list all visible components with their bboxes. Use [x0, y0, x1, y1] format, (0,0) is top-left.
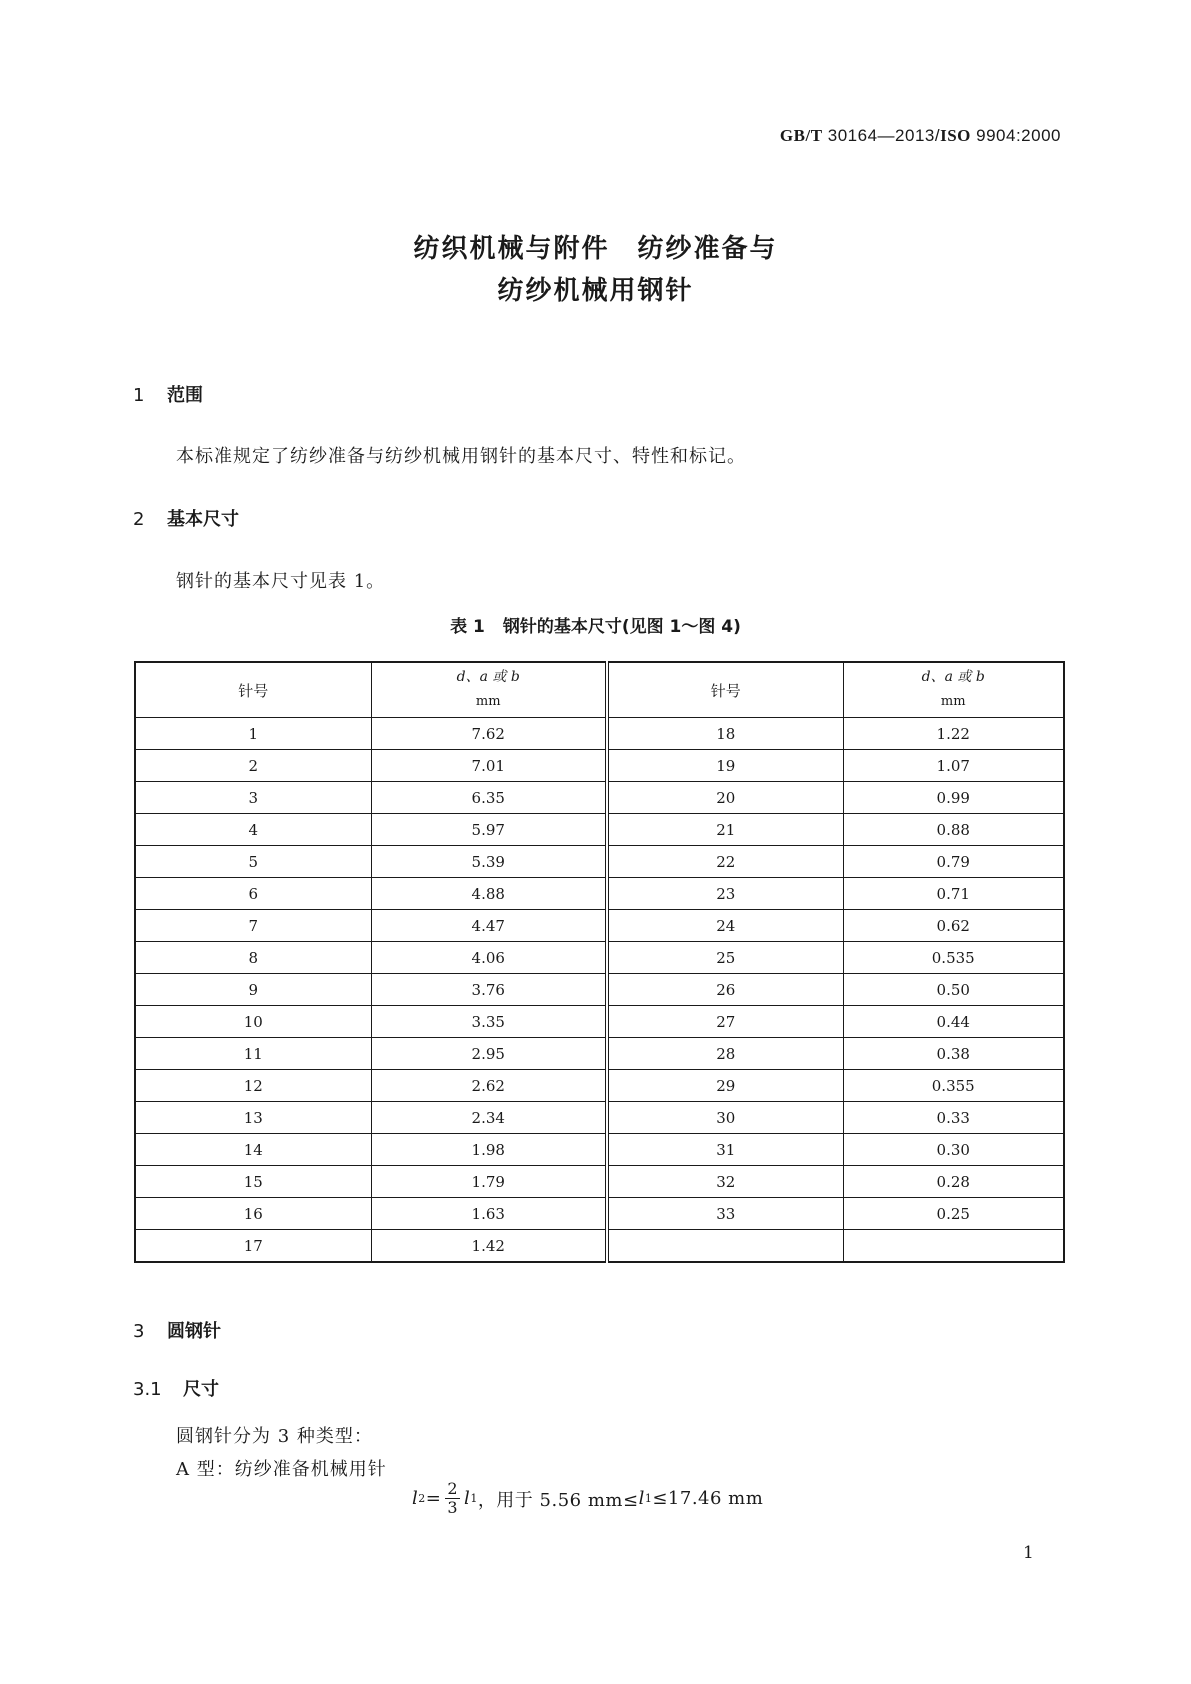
fraction-numerator: 2	[447, 1479, 459, 1498]
section-1-title: 范围	[167, 385, 203, 406]
table-row	[135, 1102, 1064, 1134]
header-dim-unit-left: mm	[475, 694, 501, 709]
header-dim-unit-right: mm	[940, 694, 966, 709]
dimension-left: 1.42	[371, 1230, 607, 1263]
table-row	[135, 1070, 1064, 1102]
table-caption-number: 表 1	[450, 617, 485, 637]
section-1-text: 本标准规定了纺纱准备与纺纱机械用钢针的基本尺寸、特性和标记。	[176, 446, 746, 467]
page-number: 1	[1023, 1543, 1034, 1563]
section-3-1-number: 3.1	[133, 1379, 162, 1400]
dimension-left: 7.62	[371, 718, 607, 750]
dimension-left: 3.76	[371, 974, 607, 1006]
needle-number-left: 6	[135, 878, 371, 910]
needle-number-left: 7	[135, 910, 371, 942]
needle-number-left: 9	[135, 974, 371, 1006]
table-row	[135, 1166, 1064, 1198]
table-row	[135, 846, 1064, 878]
needle-number-right: 25	[607, 942, 843, 974]
dimension-right: 0.44	[843, 1006, 1064, 1038]
table-row	[135, 942, 1064, 974]
dimension-right: 0.71	[843, 878, 1064, 910]
needle-number-left: 17	[135, 1230, 371, 1263]
needle-number-right: 21	[607, 814, 843, 846]
needle-number-left: 8	[135, 942, 371, 974]
needle-number-left: 12	[135, 1070, 371, 1102]
dimension-left: 4.06	[371, 942, 607, 974]
standard-gb: GB/T	[779, 126, 823, 145]
needle-number-right: 20	[607, 782, 843, 814]
table-row	[135, 1134, 1064, 1166]
dimension-right: 1.07	[843, 750, 1064, 782]
needle-number-right: 27	[607, 1006, 843, 1038]
table-row	[135, 782, 1064, 814]
formula-condition-var: l	[638, 1488, 645, 1509]
dimension-left: 4.88	[371, 878, 607, 910]
needle-number-left: 4	[135, 814, 371, 846]
header-needle-right: 针号	[607, 662, 843, 718]
dimension-right: 0.62	[843, 910, 1064, 942]
needle-number-right: 30	[607, 1102, 843, 1134]
needle-dimension-table	[134, 661, 1065, 1263]
length-formula	[412, 1480, 763, 1517]
needle-number-right: 29	[607, 1070, 843, 1102]
dimension-left: 2.95	[371, 1038, 607, 1070]
table-header-row	[135, 662, 1064, 718]
dimension-left: 5.97	[371, 814, 607, 846]
needle-number-left: 14	[135, 1134, 371, 1166]
needle-number-right: 22	[607, 846, 843, 878]
table-row	[135, 910, 1064, 942]
needle-number-right: 31	[607, 1134, 843, 1166]
section-3-1-text-2: A 型：纺纱准备机械用针	[176, 1459, 387, 1480]
section-3-1-title: 尺寸	[183, 1379, 219, 1400]
needle-number-left: 2	[135, 750, 371, 782]
dimension-right: 0.535	[843, 942, 1064, 974]
needle-number-right: 18	[607, 718, 843, 750]
dimension-right	[843, 1230, 1064, 1263]
section-2-text: 钢针的基本尺寸见表 1。	[176, 571, 386, 592]
title-line-2: 纺纱机械用钢针	[497, 276, 694, 306]
standard-iso: ISO	[940, 126, 971, 145]
dimension-right: 0.28	[843, 1166, 1064, 1198]
dimension-right: 0.79	[843, 846, 1064, 878]
table-caption-text: 钢针的基本尺寸(见图 1～图 4)	[502, 617, 741, 637]
needle-number-right: 24	[607, 910, 843, 942]
document-title	[0, 228, 1191, 312]
table-row	[135, 878, 1064, 910]
dimension-left: 6.35	[371, 782, 607, 814]
header-dim-var-right: d、a 或 b	[921, 669, 985, 685]
needle-number-left: 1	[135, 718, 371, 750]
formula-rhs-sub: 1	[470, 1492, 478, 1505]
formula-lhs: l	[412, 1488, 419, 1509]
needle-number-right: 23	[607, 878, 843, 910]
dimension-left: 4.47	[371, 910, 607, 942]
needle-number-right: 19	[607, 750, 843, 782]
section-3-number: 3	[133, 1321, 145, 1342]
section-3-1-text-1: 圆钢针分为 3 种类型：	[176, 1426, 373, 1447]
needle-number-left: 5	[135, 846, 371, 878]
formula-condition-sub: 1	[644, 1492, 653, 1505]
dimension-left: 7.01	[371, 750, 607, 782]
formula-fraction	[445, 1480, 460, 1517]
section-2-title: 基本尺寸	[167, 509, 239, 530]
dimension-left: 1.98	[371, 1134, 607, 1166]
table-row	[135, 1006, 1064, 1038]
header-needle-left: 针号	[135, 662, 371, 718]
header-dim-right	[843, 662, 1064, 718]
formula-rhs: l	[464, 1488, 471, 1509]
header-dim-var-left: d、a 或 b	[456, 669, 520, 685]
table-row	[135, 974, 1064, 1006]
section-3-heading	[133, 1317, 221, 1343]
formula-condition-end: ≤17.46 mm	[652, 1488, 764, 1509]
section-1-heading	[133, 381, 203, 407]
table-caption	[0, 612, 1191, 637]
standard-gb-number: 30164—2013/	[827, 126, 941, 145]
table-row	[135, 750, 1064, 782]
fraction-denominator: 3	[447, 1498, 459, 1517]
formula-condition: ，用于 5.56 mm≤	[477, 1489, 639, 1511]
table-row	[135, 1038, 1064, 1070]
title-line-1: 纺织机械与附件 纺纱准备与	[413, 234, 778, 264]
header-dim-left	[371, 662, 607, 718]
needle-number-left: 15	[135, 1166, 371, 1198]
dimension-right: 0.355	[843, 1070, 1064, 1102]
table-row	[135, 1198, 1064, 1230]
needle-number-left: 10	[135, 1006, 371, 1038]
needle-number-left: 3	[135, 782, 371, 814]
standard-number	[780, 126, 1061, 146]
dimension-left: 1.63	[371, 1198, 607, 1230]
dimension-right: 0.25	[843, 1198, 1064, 1230]
dimension-right: 0.88	[843, 814, 1064, 846]
table-row	[135, 814, 1064, 846]
needle-number-right: 33	[607, 1198, 843, 1230]
needle-number-right: 32	[607, 1166, 843, 1198]
dimension-right: 0.30	[843, 1134, 1064, 1166]
dimension-left: 1.79	[371, 1166, 607, 1198]
needle-number-right: 26	[607, 974, 843, 1006]
dimension-left: 5.39	[371, 846, 607, 878]
dimension-left: 2.62	[371, 1070, 607, 1102]
dimension-right: 0.38	[843, 1038, 1064, 1070]
needle-number-right: 28	[607, 1038, 843, 1070]
table-row	[135, 718, 1064, 750]
table-body	[135, 718, 1064, 1263]
needle-number-left: 13	[135, 1102, 371, 1134]
dimension-left: 2.34	[371, 1102, 607, 1134]
section-1-number: 1	[133, 385, 145, 406]
dimension-right: 0.50	[843, 974, 1064, 1006]
dimension-right: 1.22	[843, 718, 1064, 750]
section-3-title: 圆钢针	[167, 1321, 221, 1342]
standard-iso-number: 9904:2000	[976, 126, 1061, 145]
needle-number-right	[607, 1230, 843, 1263]
formula-lhs-sub: 2	[418, 1492, 426, 1505]
section-2-number: 2	[133, 509, 145, 530]
dimension-right: 0.99	[843, 782, 1064, 814]
dimension-right: 0.33	[843, 1102, 1064, 1134]
section-2-heading	[133, 505, 239, 531]
table-row	[135, 1230, 1064, 1263]
needle-number-left: 11	[135, 1038, 371, 1070]
needle-number-left: 16	[135, 1198, 371, 1230]
section-3-1-heading	[133, 1375, 219, 1401]
dimension-left: 3.35	[371, 1006, 607, 1038]
formula-equals: =	[425, 1488, 442, 1509]
